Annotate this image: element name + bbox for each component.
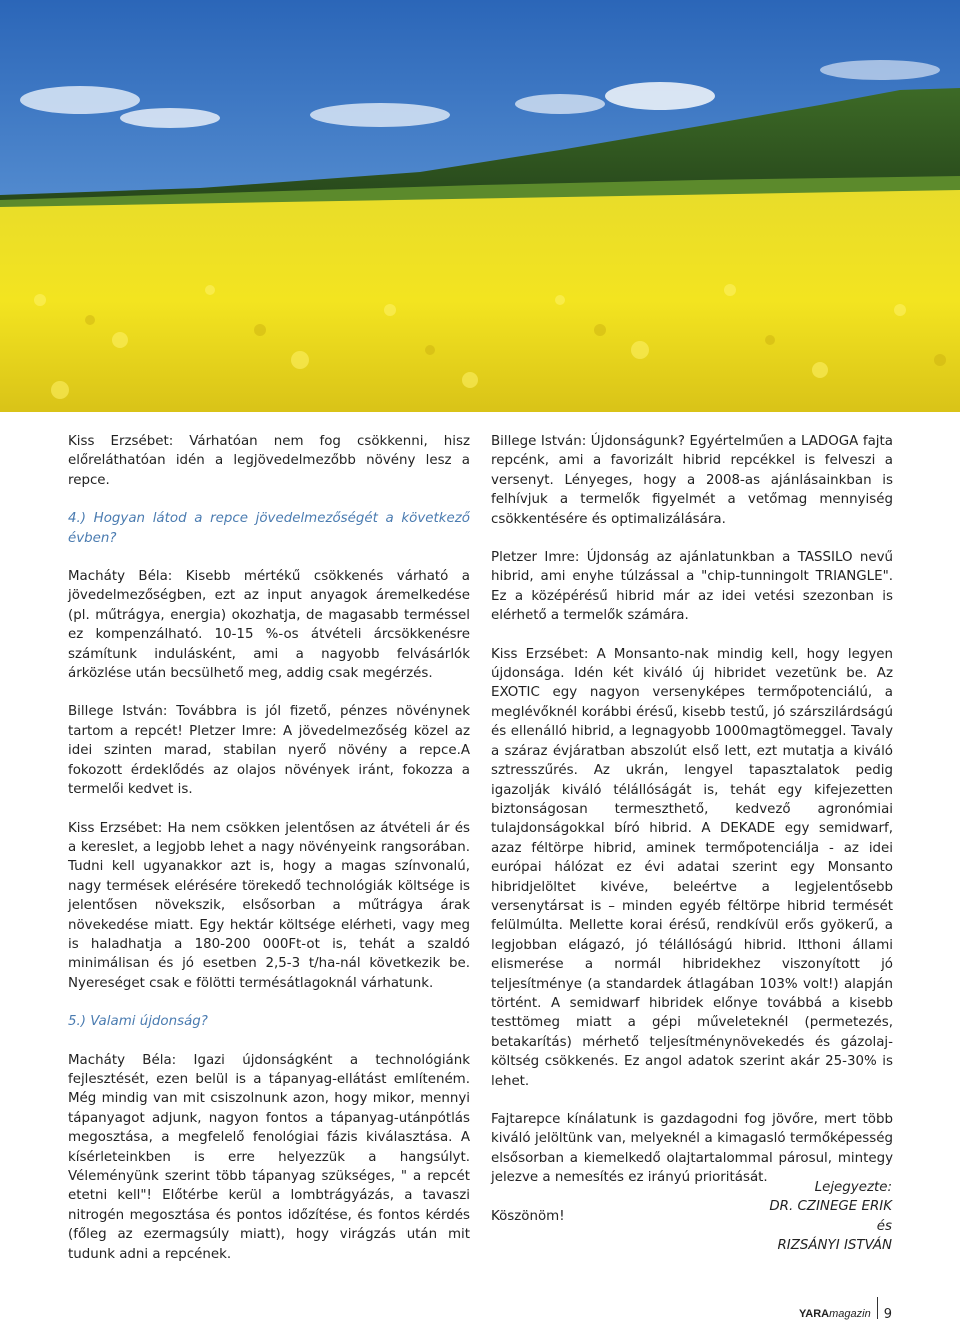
right-column bbox=[491, 432, 893, 1245]
paragraph: Macháty Béla: Kisebb mértékű csökkenés várható a jövedelmezőségben, ezt az input anyagok áremelkedése (pl. műtrágya, energia) okozhatja, de magasabb terméssel ez kompenzálható. 10-15 %-os átvételi árcsökkenésre számítunk indulásként, ami a nagyobb felvásárlók árközlése után becsülhető meg, addig csak megérzés. bbox=[68, 569, 470, 682]
footer-divider bbox=[877, 1297, 878, 1319]
paragraph: Pletzer Imre: Újdonság az ajánlatunkban a TASSILO nevű hibrid, ami enyhe túlzással a "chip-tunningolt TRIANGLE". Ez a középérésű hibrid már az idei vetési szezonban is elérhető a termelők számára. bbox=[491, 550, 893, 624]
left-column bbox=[68, 432, 470, 1283]
signature-block bbox=[769, 1178, 892, 1256]
signature-author-1: DR. CZINEGE ERIK bbox=[769, 1199, 892, 1215]
paragraph: Billege István: Újdonságunk? Egyértelműen a LADOGA fajta repcénk, ami a favorizált hibrid repcékkel is felveszi a versenyt. Lényeges, hogy a 2008-as ajánlásainkban is felhívjuk a termelők figyelmét a vetőmag mennyiség csökkentésére és optimalizálására. bbox=[491, 434, 893, 527]
paragraph: Kiss Erzsébet: A Monsanto-nak mindig kell, hogy legyen újdonsága. Idén két kiváló új hibridet vezetünk be. Az EXOTIC egy nagyon versenyképes termőpotenciálú, a meglévőknél korábbi érésű, kisebb testű, jó szárszilárdságú és ellenálló hibrid, a legnagyobb 1000magtömeggel. Tavaly a száraz évjáratban abszolút első lett, ezt mutatja a kiváló sztresszűrés. Az ukrán, lengyel tapasztalatok pedig igazolják kiváló télállóságát is, tehát egy kifejezetten biztonságosan termeszthető, kedvező agronómiai tulajdonságokkal bíró hibrid. A DEKADE egy semidwarf, azaz féltörpe hibrid, aminek termőpotenciálja - az idei európai hálózat ez évi adatai szerint egy Monsanto hibridjelöltet kivéve, beleértve a legjelentősebb versenytársat is – minden egyéb féltörpe hibrid termését felülmúlta. Mellette korai érésű, rendkívül erős gyökerű, a legjobban elágazó, jó télállóságú hibrid. Itthoni állami elismerése a normál hibridekhez viszonyított jó teljesítménye (a standardek átlagában 103% volt!) alapján történt. A semidwarf hibridek előnye továbbá a kisebb testtömeg miatt a gépi műveleteknél (permetezés, betakarítás) mérhető teljesítménynövekedés és gázolaj-költség csökkenés. Ez angol adatok szerint akár 25-30% is lehet. bbox=[491, 646, 893, 1089]
signature-and: és bbox=[876, 1218, 892, 1234]
field-illustration bbox=[0, 0, 960, 412]
paragraph: Billege István: Továbbra is jól fizető, pénzes növénynek tartom a repcét! Pletzer Imre: A jövedelmezőség közel az idei szinten marad, stabilan nyerő növény a repce.A fokozott érdeklődés az olajos növények iránt, fokozza a termelői kedvet is. bbox=[68, 704, 470, 798]
yara-brand: YARA bbox=[798, 1308, 830, 1320]
paragraph: Köszönöm! bbox=[491, 1208, 565, 1224]
rapeseed-field-photo bbox=[0, 0, 960, 412]
paragraph: Macháty Béla: Igazi újdonságként a technológiánk fejlesztését, ezen belül is a tápanyag-ellátást említeném. Még mindig van mit csiszolnunk azon, hogy mikor, mennyi tápanyagot adjunk, nagyon fontos a tápanyag-utánpótlás megosztása, a megfelelő fenológiai fázis kiválasztása. A kísérleteinkben is erre helyezzük a hangsúlyt. Véleményünk szerint több tápanyag szükséges, " a repcét etetni kell"! Előtérbe kerül a lombtrágyázás, a tavaszi nitrogén megosztása és pontos időzítése, és fontos kérdés (főleg az ezermagsúly miatt), hogy virágzás után mit tudunk adni a repcének. bbox=[68, 1052, 470, 1262]
page-footer bbox=[799, 1303, 892, 1325]
signature-author-2: RIZSÁNYI ISTVÁN bbox=[777, 1238, 892, 1254]
paragraph: Kiss Erzsébet: Ha nem csökken jelentősen az átvételi ár és a kereslet, a legjobb lehet a nagy növényeink rangsorában. Tudni kell ugyanakkor azt is, hogy a magas színvonalú, nagy termések elérésére törekedő technológiák költsége is jelentősen növekszik, elsősorban a műtrágya árak növekedése miatt. Egy hektár költsége elérheti, vagy meg is haladhatja a 180-200 000Ft-ot is, tehát a szaldó minimálisan és jó esetben 2,5-3 t/ha-nál következik be. Nyereséget csak e fölötti termésátlagoknál várhatunk. bbox=[68, 820, 470, 991]
signature-label: Lejegyezte: bbox=[814, 1180, 892, 1195]
question-heading: 5.) Valami újdonság? bbox=[68, 1014, 208, 1030]
paragraph: Kiss Erzsébet: Várhatóan nem fog csökkenni, hisz előreláthatóan idén a legjövedelmezőbb növény lesz a repce. bbox=[68, 434, 470, 488]
question-heading: 4.) Hogyan látod a repce jövedelmezőségét a következő évben? bbox=[68, 511, 470, 546]
magazine-label: magazin bbox=[829, 1308, 871, 1320]
page-number: 9 bbox=[883, 1306, 892, 1322]
paragraph: Fajtarepce kínálatunk is gazdagodni fog jövőre, mert több kiváló jelöltünk van, melyeknél a kimagasló termőképesség elsősorban a kiemelkedő olajtartalommal párosul, mintegy jelezve a nemesítés ez irányú prioritását. bbox=[491, 1112, 893, 1186]
